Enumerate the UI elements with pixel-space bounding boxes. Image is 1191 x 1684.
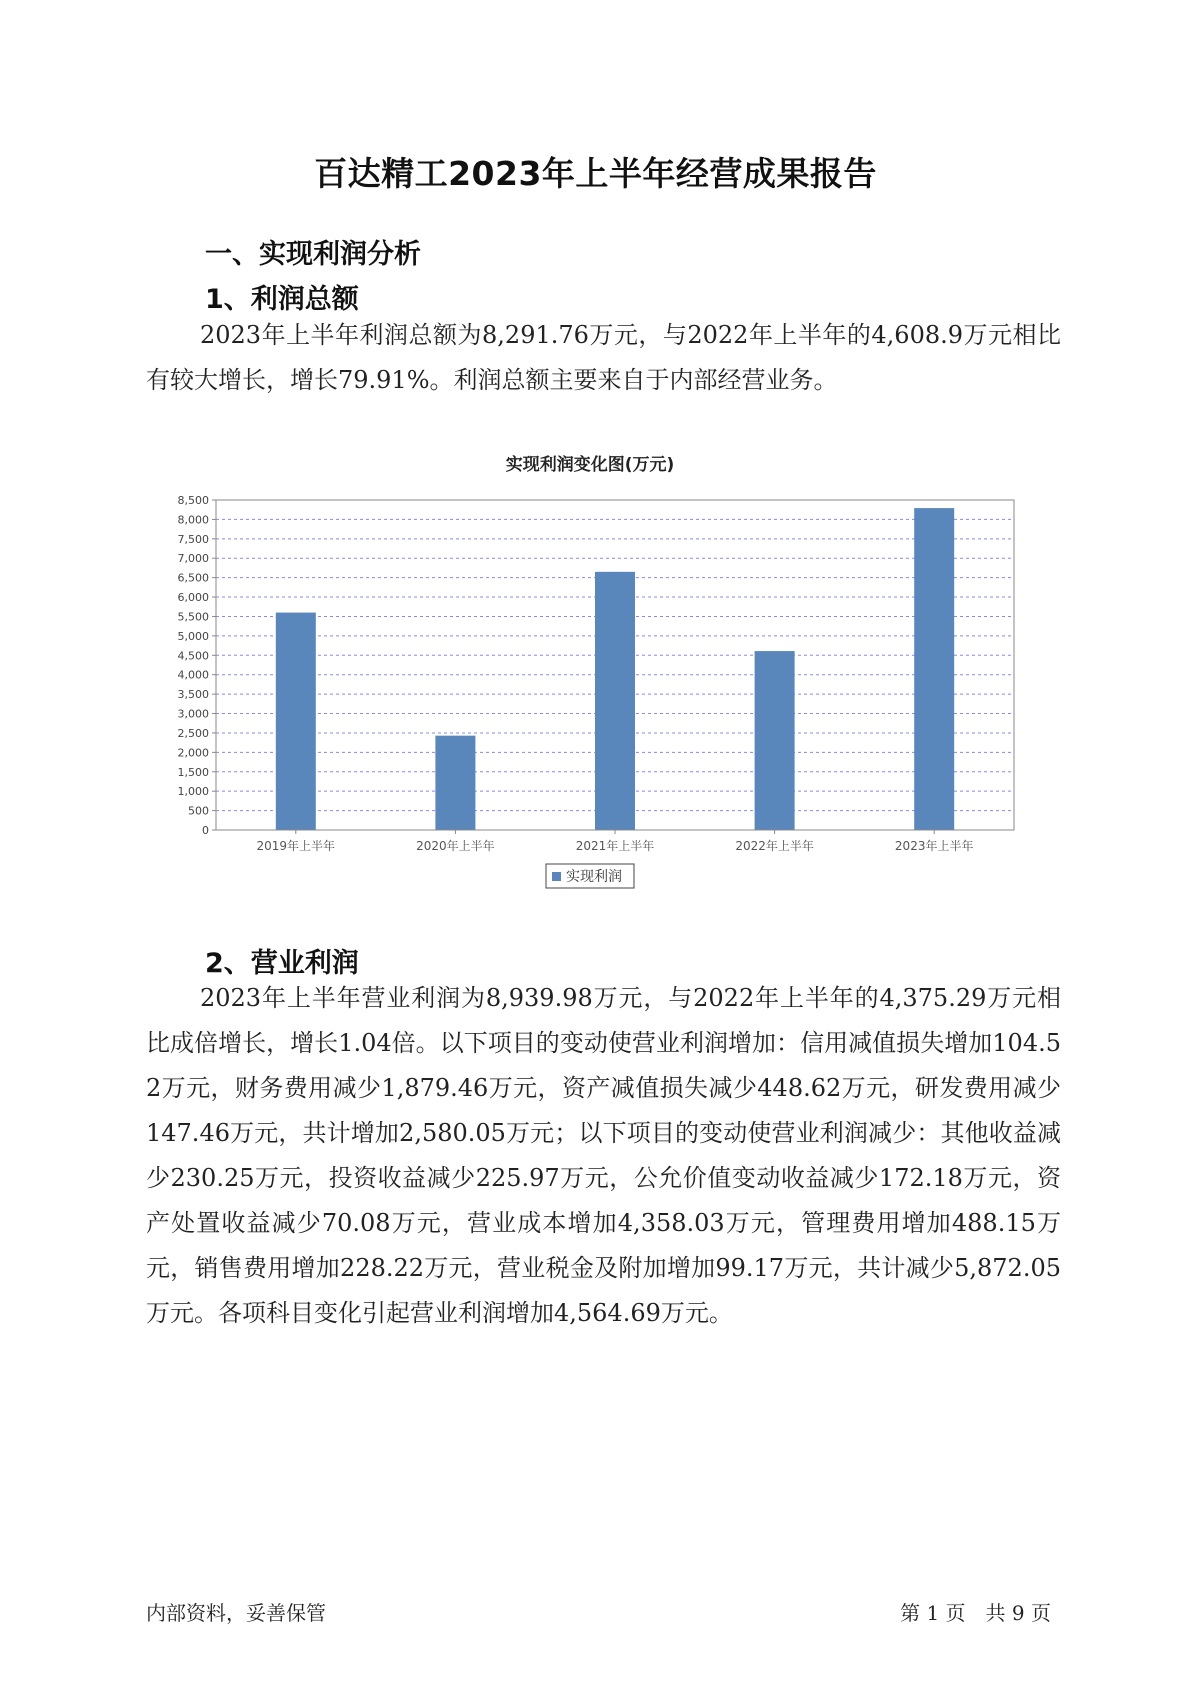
y-tick-label: 5,000: [177, 629, 209, 643]
subsection-heading-total-profit: 1、利润总额: [205, 284, 359, 315]
x-tick-label: 2020年上半年: [416, 839, 495, 853]
legend-label: 实现利润: [566, 869, 622, 885]
chart-title: 实现利润变化图(万元): [505, 455, 675, 475]
paragraph-total-profit: 2023年上半年利润总额为8,291.76万元，与2022年上半年的4,608.9万元相比有较大增长，增长79.91%。利润总额主要来自于内部经营业务。: [146, 321, 1061, 394]
y-tick-label: 6,000: [177, 591, 209, 605]
y-tick-label: 2,000: [177, 746, 209, 760]
bar-2019年上半年: [276, 613, 316, 830]
x-tick-label: 2022年上半年: [735, 839, 814, 853]
y-tick-label: 3,000: [177, 707, 209, 721]
y-tick-label: 2,500: [177, 726, 209, 740]
y-tick-label: 8,500: [177, 494, 209, 507]
y-tick-label: 6,500: [177, 571, 209, 585]
x-tick-label: 2023年上半年: [894, 839, 974, 853]
y-tick-label: 3,500: [177, 688, 209, 702]
y-tick-label: 1,500: [177, 765, 209, 779]
x-tick-label: 2019年上半年: [256, 839, 336, 853]
chart-legend: [546, 864, 634, 888]
chart-x-axis: [257, 830, 974, 853]
chart-bars: [276, 508, 954, 830]
paragraph-operating-profit: 2023年上半年营业利润为8,939.98万元，与2022年上半年的4,375.29万元相比成倍增长，增长1.04倍。以下项目的变动使营业利润增加：信用减值损失增加104.52万元，财务费用减少1,879.46万元，资产减值损失减少448.62万元，研发费用减少147.46万元，共计增加2,580.05万元；以下项目的变动使营业利润减少：其他收益减少230.25万元，投资收益减少225.97万元，公允价值变动收益减少172.18万元，资产处置收益减少70.08万元，营业成本增加4,358.03万元，管理费用增加488.15万元，销售费用增加228.22万元，营业税金及附加增加99.17万元，共计减少5,872.05万元。各项科目变化引起营业利润增加4,564.69万元。: [146, 984, 1061, 1327]
footer-confidential-note: 内部资料，妥善保管: [146, 1601, 326, 1625]
bar-2022年上半年: [755, 651, 795, 830]
chart-y-axis: [178, 494, 217, 837]
profit-chart: [150, 448, 1030, 908]
y-tick-label: 0: [202, 824, 209, 837]
y-tick-label: 500: [188, 804, 209, 818]
bar-2020年上半年: [435, 736, 475, 830]
footer-page-number: 第 1 页 共 9 页: [900, 1601, 1051, 1625]
y-tick-label: 7,000: [177, 552, 209, 566]
y-tick-label: 4,000: [177, 668, 209, 682]
profit-bar-chart: [150, 448, 1030, 908]
y-tick-label: 4,500: [177, 649, 209, 663]
bar-2023年上半年: [914, 508, 954, 830]
section-heading-profit-analysis: 一、实现利润分析: [205, 239, 421, 270]
bar-2021年上半年: [595, 572, 635, 830]
y-tick-label: 1,000: [177, 785, 209, 799]
x-tick-label: 2021年上半年: [575, 839, 655, 853]
y-tick-label: 7,500: [177, 532, 209, 546]
y-tick-label: 5,500: [177, 610, 209, 624]
legend-swatch: [552, 872, 561, 881]
document-title: 百达精工2023年上半年经营成果报告: [314, 154, 877, 193]
y-tick-label: 8,000: [177, 513, 209, 527]
subsection-heading-operating-profit: 2、营业利润: [205, 948, 359, 979]
